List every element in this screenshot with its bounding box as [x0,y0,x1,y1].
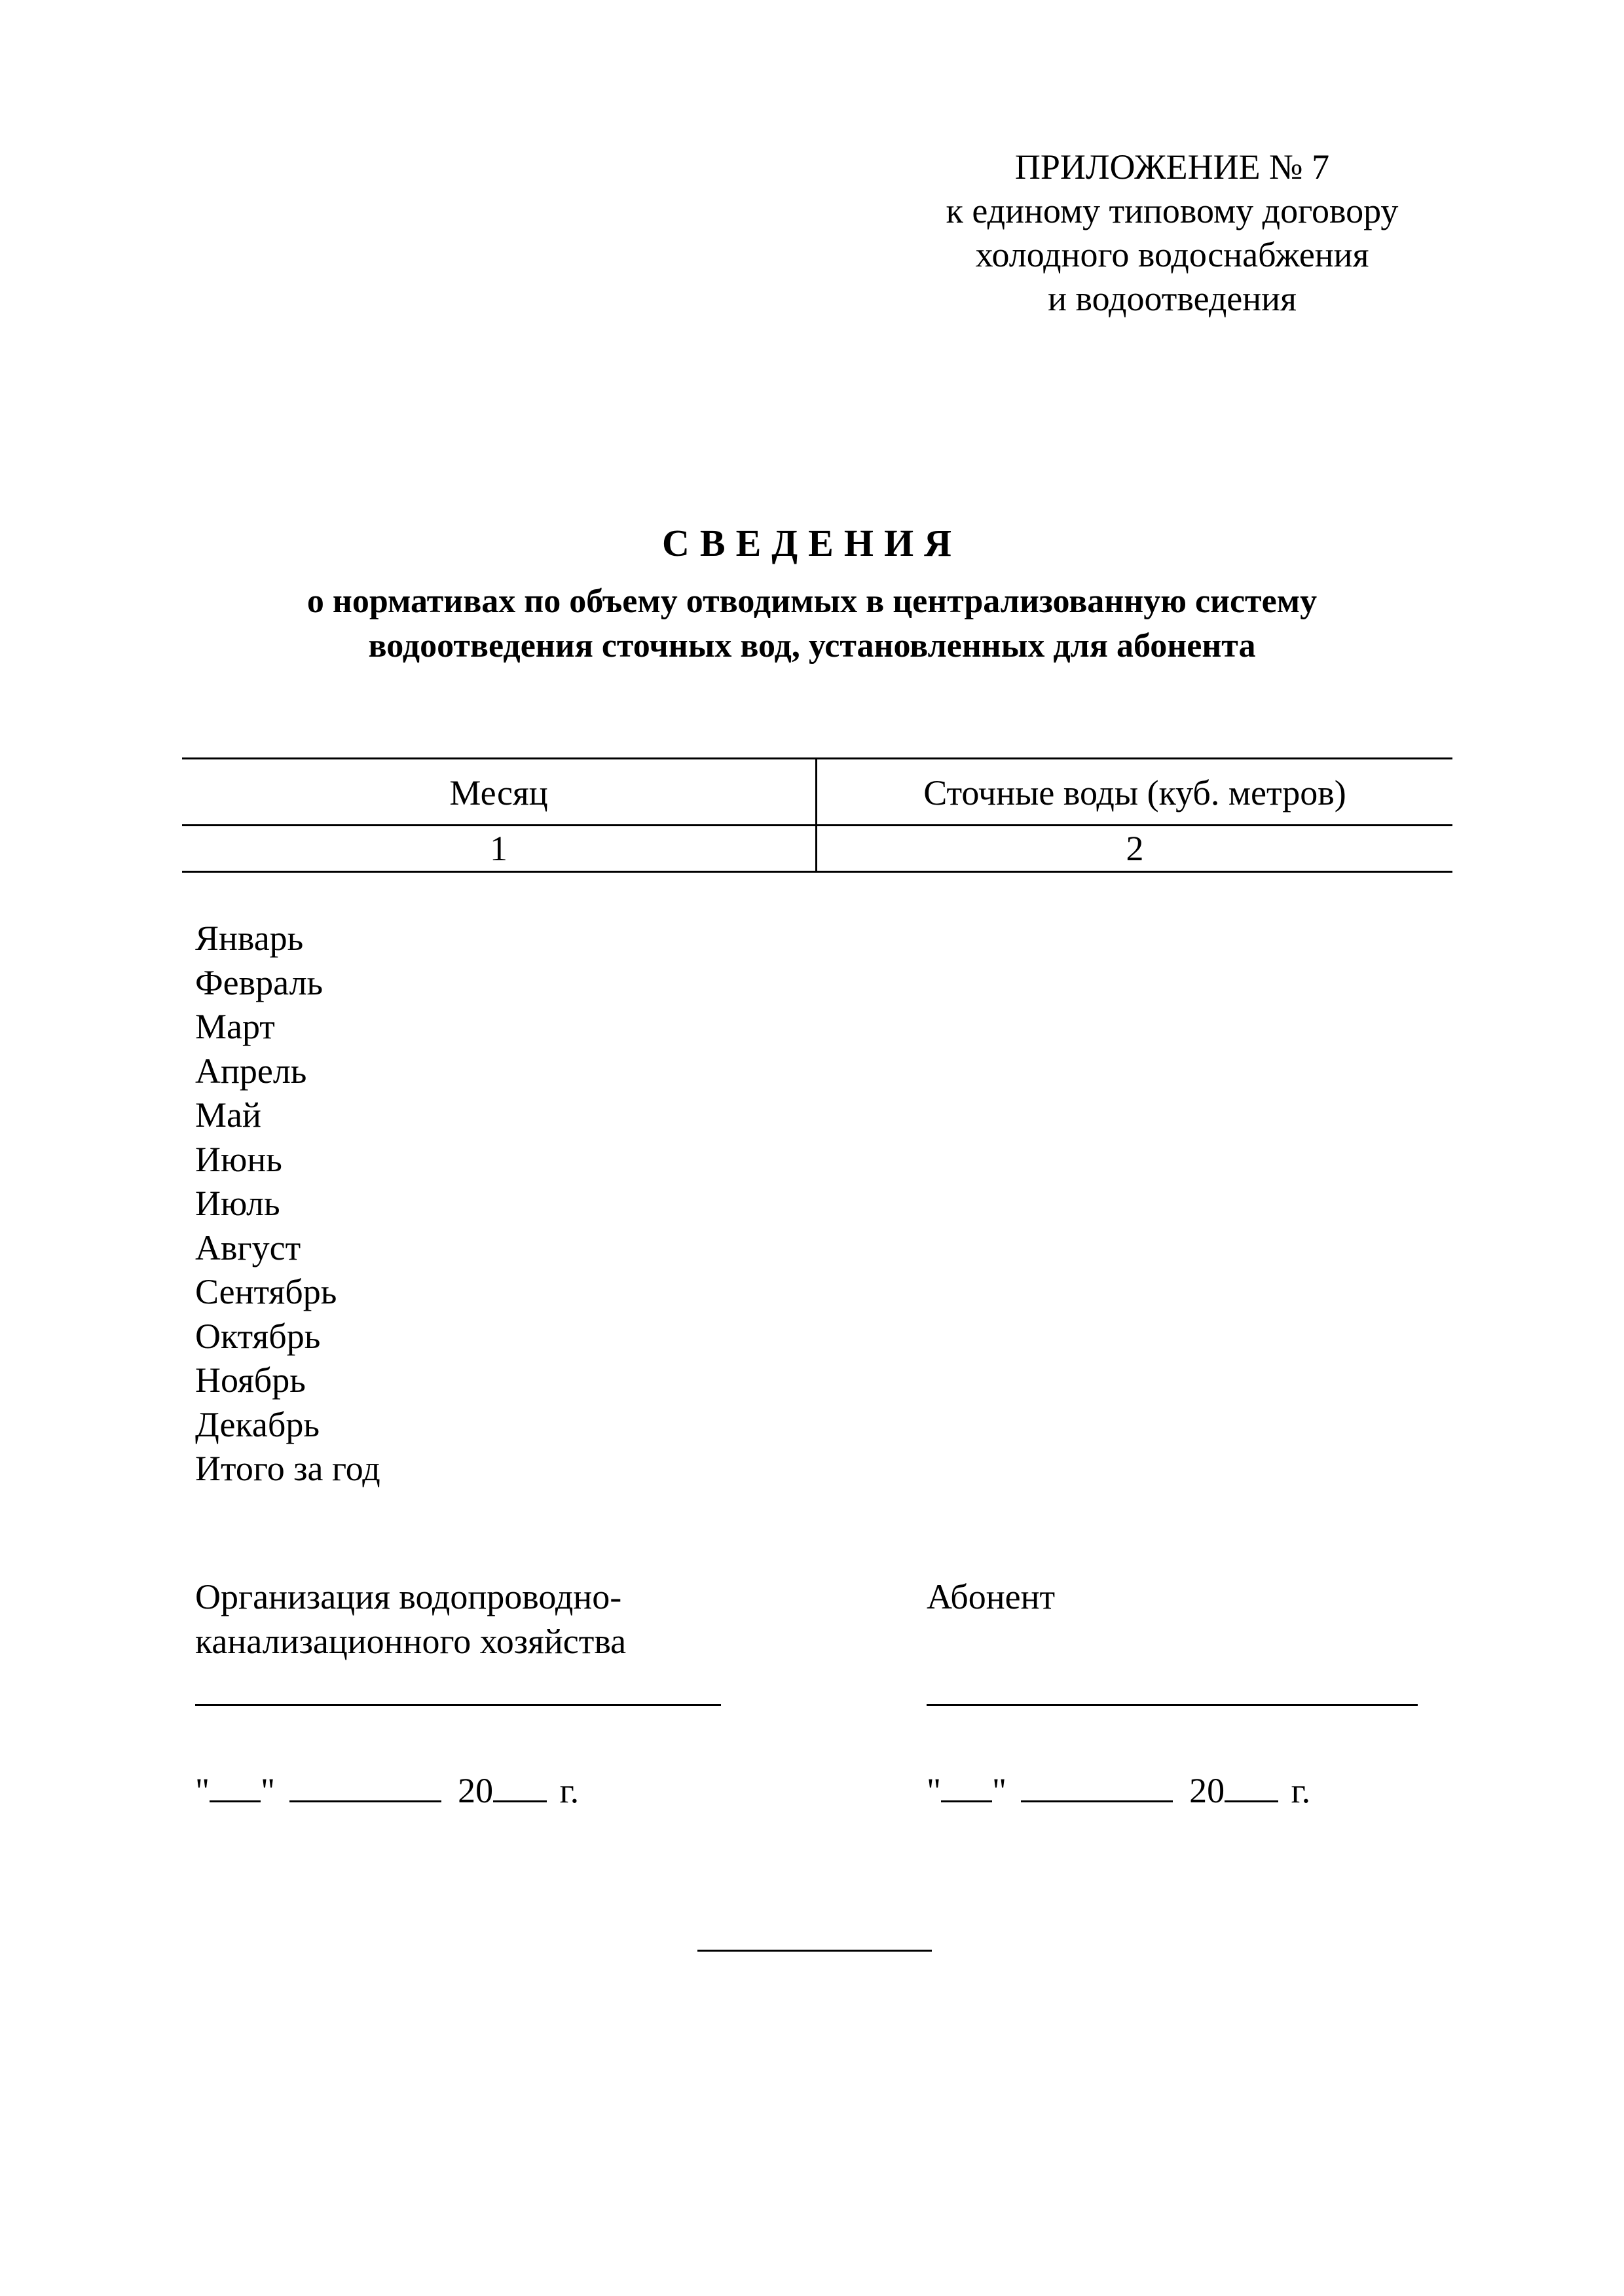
list-item: Апрель [195,1051,307,1091]
day-blank [941,1768,992,1802]
annex-block [910,145,1434,321]
date-line-subscriber [927,1768,1310,1812]
quote-close: " [992,1771,1007,1810]
document-subtitle [0,579,1624,668]
signature-line-organization [195,1704,721,1706]
list-item: Январь [195,919,304,958]
table-rule-bottom [182,871,1452,873]
list-item: Март [195,1007,275,1046]
list-item: Август [195,1228,301,1267]
month-blank [1021,1768,1173,1802]
table-column-number: 1 [490,829,507,868]
month-blank [289,1768,441,1802]
month-list [195,917,380,1491]
document-title: СВЕДЕНИЯ [662,522,962,564]
table-column-number: 2 [1126,829,1144,868]
year-suffix: г. [1291,1771,1311,1810]
quote-open: " [195,1771,210,1810]
day-blank [210,1768,261,1802]
norms-table [182,757,1452,873]
list-item: Июнь [195,1139,282,1179]
quote-close: " [261,1771,276,1810]
table-rule-middle [182,824,1452,826]
year-suffix: г. [559,1771,580,1810]
annex-line: и водоотведения [1048,279,1297,318]
signature-subscriber [927,1575,1055,1619]
list-item: Итого за год [195,1449,380,1488]
year-blank [1225,1768,1278,1802]
annex-line: к единому типовому договору [946,191,1399,230]
list-item: Октябрь [195,1316,321,1356]
signature-line-subscriber [927,1704,1418,1706]
quote-open: " [927,1771,942,1810]
year-blank [493,1768,547,1802]
signature-label: Организация водопроводно- [195,1577,622,1616]
table-header-month: Месяц [449,773,548,812]
table-rule-top [182,757,1452,759]
end-separator-line [697,1950,932,1952]
annex-number: ПРИЛОЖЕНИЕ № 7 [1014,147,1330,187]
annex-line: холодного водоснабжения [975,235,1369,274]
list-item: Сентябрь [195,1272,337,1311]
signature-label: Абонент [927,1577,1056,1616]
list-item: Ноябрь [195,1360,306,1400]
signature-label: канализационного хозяйства [195,1622,627,1661]
year-prefix: 20 [458,1771,494,1810]
year-prefix: 20 [1189,1771,1225,1810]
signature-organization [195,1575,626,1664]
list-item: Февраль [195,962,323,1002]
list-item: Декабрь [195,1404,320,1444]
subtitle-line: водоотведения сточных вод, установленных для абонента [368,627,1256,665]
date-line-organization [195,1768,579,1812]
list-item: Май [195,1095,261,1135]
list-item: Июль [195,1184,280,1223]
subtitle-line: о нормативах по объему отводимых в централизованную систему [306,583,1318,620]
table-header-wastewater: Сточные воды (куб. метров) [923,773,1346,812]
